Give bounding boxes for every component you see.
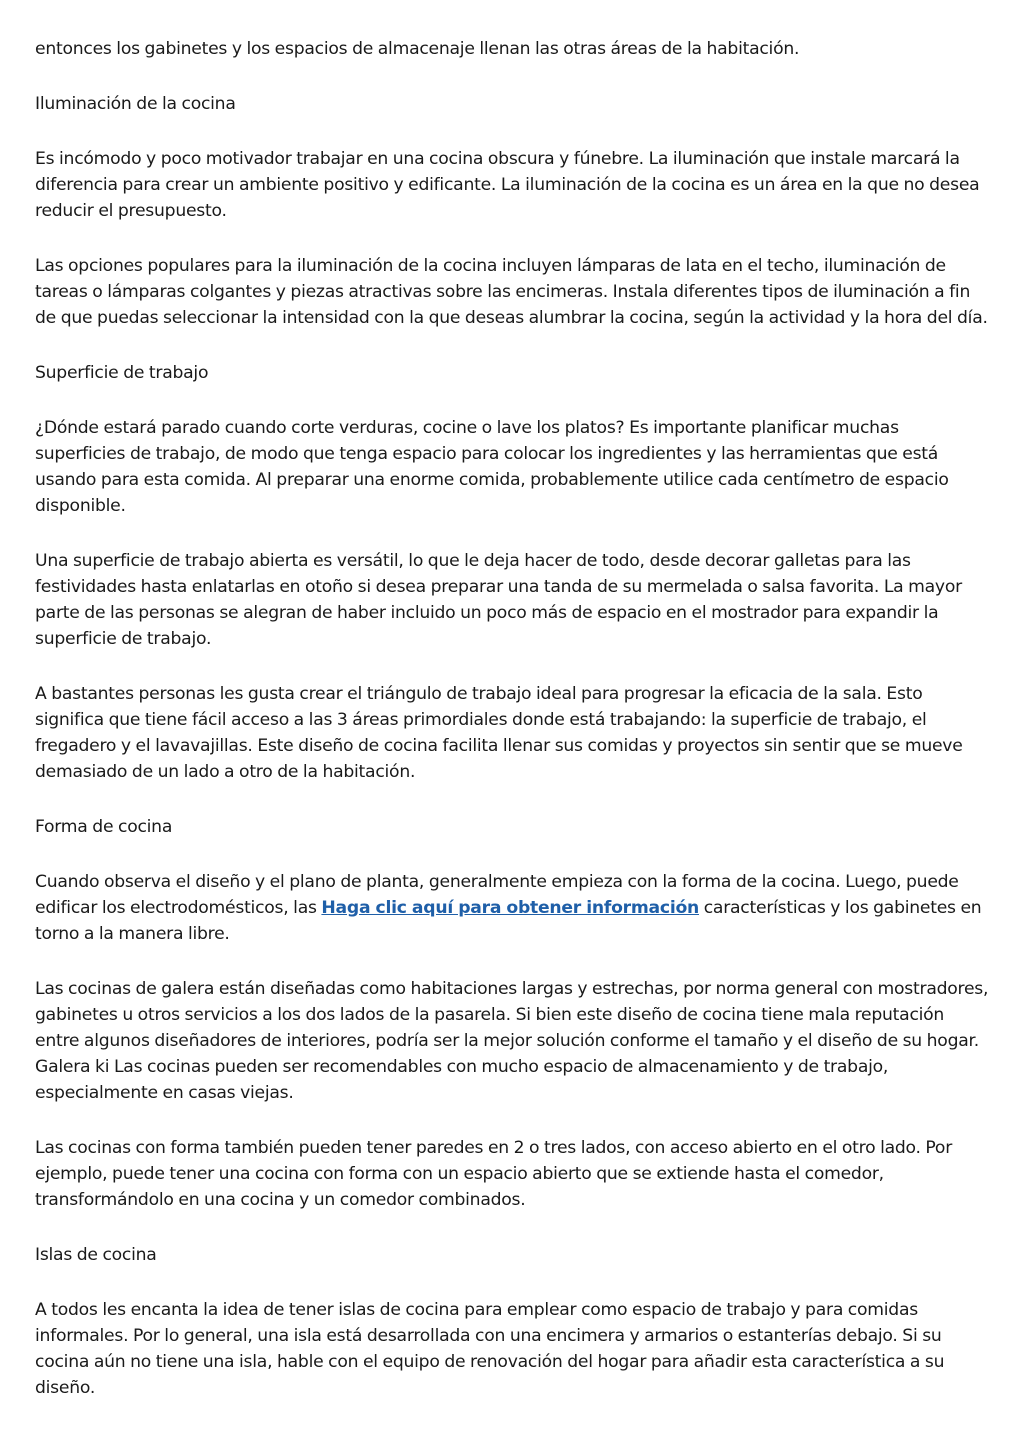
paragraph-iluminacion-1: Es incómodo y poco motivador trabajar en una cocina obscura y fúnebre. La iluminación que instale marcará la diferencia para crear un ambiente positivo y edificante. La iluminación de la cocina es un área en la que no desea reducir el presupuesto. [35, 149, 980, 221]
paragraph-superficie-2: Una superficie de trabajo abierta es versátil, lo que le deja hacer de todo, desde decorar galletas para las festividades hasta enlatarlas en otoño si desea preparar una tanda de su mermelada o salsa favorita. La mayor parte de las personas se alegran de haber incluido un poco más de espacio en el mostrador para expandir la superficie de trabajo. [35, 551, 962, 649]
document-body [35, 36, 990, 1430]
info-link[interactable]: Haga clic aquí para obtener información [321, 898, 700, 918]
paragraph-forma-1-before: Cuando observa el diseño y el plano de planta, generalmente empieza con la forma de la cocina. Luego, puede edificar los electrodomésticos, las [35, 872, 959, 918]
paragraph-forma-1-after: características y los gabinetes en torno a la manera libre. [35, 898, 982, 944]
paragraph-forma-1 [35, 869, 990, 947]
heading-forma: Forma de cocina [35, 817, 173, 837]
paragraph-iluminacion-2: Las opciones populares para la iluminación de la cocina incluyen lámparas de lata en el techo, iluminación de tareas o lámparas colgantes y piezas atractivas sobre las encimeras. Instala diferentes tipos de iluminación a fin de que puedas seleccionar la intensidad con la que deseas alumbrar la cocina, según la actividad y la hora del día. [35, 256, 988, 328]
paragraph-islas-1: A todos les encanta la idea de tener islas de cocina para emplear como espacio de trabajo y para comidas informales. Por lo general, una isla está desarrollada con una encimera y armarios o estanterías debajo. Si su cocina aún no tiene una isla, hable con el equipo de renovación del hogar para añadir esta característica a su diseño. [35, 1300, 945, 1398]
paragraph-forma-3: Las cocinas con forma también pueden tener paredes en 2 o tres lados, con acceso abierto en el otro lado. Por ejemplo, puede tener una cocina con forma con un espacio abierto que se extiende hasta el comedor, transformándolo en una cocina y un comedor combinados. [35, 1138, 953, 1210]
paragraph-superficie-1: ¿Dónde estará parado cuando corte verduras, cocine o lave los platos? Es importante planificar muchas superficies de trabajo, de modo que tenga espacio para colocar los ingredientes y las herramientas que está usando para esta comida. Al preparar una enorme comida, probablemente utilice cada centímetro de espacio disponible. [35, 418, 949, 516]
heading-superficie: Superficie de trabajo [35, 363, 209, 383]
paragraph-forma-2: Las cocinas de galera están diseñadas como habitaciones largas y estrechas, por norma general con mostradores, gabinetes u otros servicios a los dos lados de la pasarela. Si bien este diseño de cocina tiene mala reputación entre algunos diseñadores de interiores, podría ser la mejor solución conforme el tamaño y el diseño de su hogar. Galera ki Las cocinas pueden ser recomendables con mucho espacio de almacenamiento y de trabajo, especialmente en casas viejas. [35, 979, 989, 1103]
heading-iluminacion: Iluminación de la cocina [35, 94, 236, 114]
heading-islas: Islas de cocina [35, 1245, 157, 1265]
paragraph-intro-continuation: entonces los gabinetes y los espacios de almacenaje llenan las otras áreas de la habitación. [35, 39, 800, 59]
paragraph-superficie-3: A bastantes personas les gusta crear el triángulo de trabajo ideal para progresar la eficacia de la sala. Esto significa que tiene fácil acceso a las 3 áreas primordiales donde está trabajando: la superficie de trabajo, el fregadero y el lavavajillas. Este diseño de cocina facilita llenar sus comidas y proyectos sin sentir que se mueve demasiado de un lado a otro de la habitación. [35, 684, 963, 782]
